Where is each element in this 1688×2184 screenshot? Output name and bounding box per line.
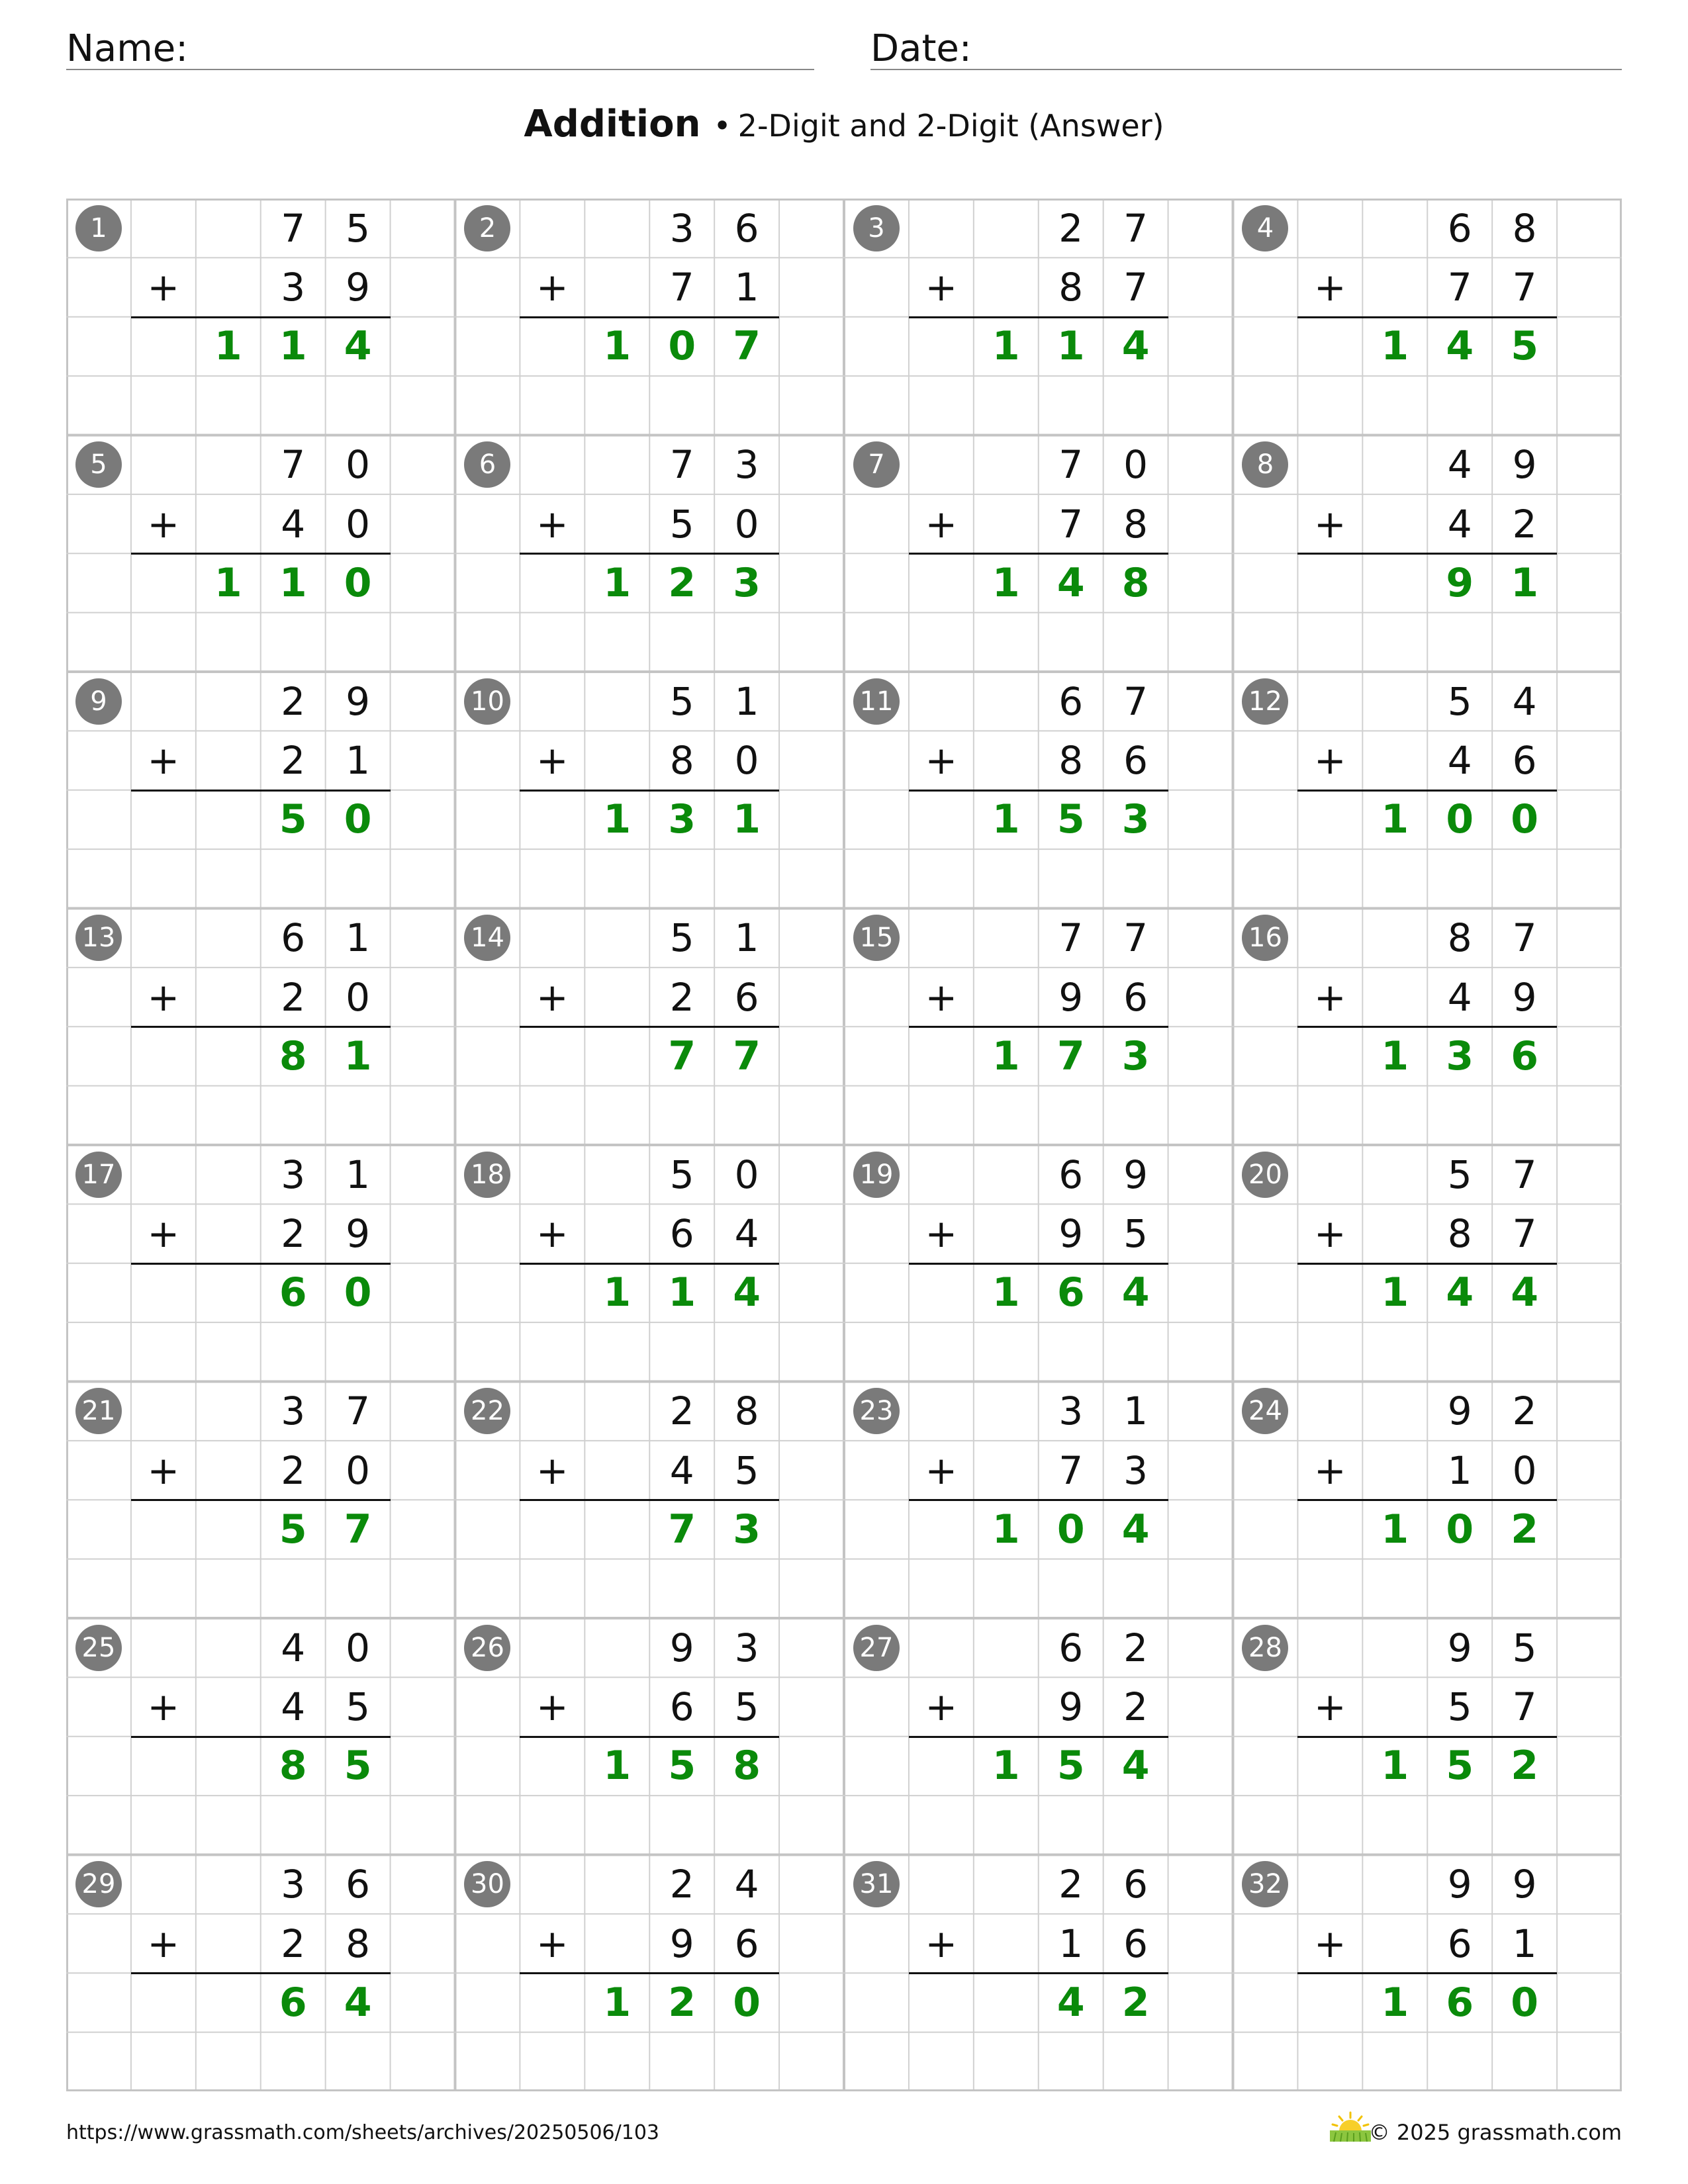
addend-top-digit: 8 xyxy=(734,1388,759,1434)
addend-top-digit: 9 xyxy=(1447,1388,1472,1434)
addend-top-digit: 6 xyxy=(734,205,759,251)
problem-number-badge: 32 xyxy=(1242,1861,1288,1907)
answer-digit: 1 xyxy=(733,796,761,843)
problem-number-badge: 7 xyxy=(853,441,900,488)
addend-top-digit: 0 xyxy=(346,442,371,488)
plus-sign: + xyxy=(925,501,958,547)
answer-digit: 0 xyxy=(1446,796,1474,843)
answer-digit: 4 xyxy=(1121,1269,1150,1316)
date-line xyxy=(870,69,1622,70)
addend-top-digit: 1 xyxy=(734,678,759,724)
footer-copyright: © 2025 grassmath.com xyxy=(1368,2120,1622,2145)
answer-digit: 1 xyxy=(603,559,632,606)
addend-bottom-digit: 0 xyxy=(346,974,371,1020)
addend-bottom-digit: 1 xyxy=(734,265,759,310)
answer-digit: 0 xyxy=(344,1269,372,1316)
addend-top-digit: 7 xyxy=(1123,205,1149,251)
addend-bottom-digit: 1 xyxy=(346,738,371,784)
addend-top-digit: 2 xyxy=(1123,1625,1149,1670)
addend-bottom-digit: 2 xyxy=(281,738,306,784)
addend-bottom-digit: 8 xyxy=(669,738,694,784)
answer-digit: 0 xyxy=(1056,1506,1085,1553)
answer-digit: 4 xyxy=(1121,323,1150,370)
addend-top-digit: 7 xyxy=(1123,915,1149,961)
addend-bottom-digit: 9 xyxy=(1058,1211,1084,1257)
answer-digit: 1 xyxy=(603,796,632,843)
addend-bottom-digit: 2 xyxy=(669,974,694,1020)
addend-bottom-digit: 0 xyxy=(1512,1447,1537,1493)
addend-top-digit: 7 xyxy=(1512,915,1537,961)
plus-sign: + xyxy=(1314,265,1346,310)
problem-number-badge: 23 xyxy=(853,1388,900,1434)
addend-bottom-digit: 0 xyxy=(346,1447,371,1493)
answer-digit: 7 xyxy=(668,1506,696,1553)
addend-top-digit: 9 xyxy=(1512,1862,1537,1907)
problem-number-badge: 24 xyxy=(1242,1388,1288,1434)
answer-digit: 1 xyxy=(992,1743,1020,1790)
addend-bottom-digit: 2 xyxy=(281,1921,306,1966)
answer-digit: 1 xyxy=(1381,796,1409,843)
plus-sign: + xyxy=(536,738,569,784)
addend-bottom-digit: 8 xyxy=(1058,265,1084,310)
addend-top-digit: 3 xyxy=(1058,1388,1084,1434)
addend-bottom-digit: 9 xyxy=(1058,1684,1084,1730)
plus-sign: + xyxy=(536,1684,569,1730)
addend-top-digit: 3 xyxy=(281,1862,306,1907)
answer-digit: 1 xyxy=(992,1269,1020,1316)
addend-bottom-digit: 8 xyxy=(1447,1211,1472,1257)
plus-sign: + xyxy=(1314,1211,1346,1257)
answer-digit: 2 xyxy=(1121,1979,1150,2026)
addend-top-digit: 4 xyxy=(734,1862,759,1907)
answer-digit: 1 xyxy=(603,1979,632,2026)
problem-number-badge: 20 xyxy=(1242,1152,1288,1198)
answer-digit: 7 xyxy=(668,1032,696,1079)
answer-digit: 4 xyxy=(344,1979,372,2026)
plus-sign: + xyxy=(536,265,569,310)
addend-bottom-digit: 3 xyxy=(1123,1447,1149,1493)
answer-digit: 3 xyxy=(733,559,761,606)
addend-top-digit: 0 xyxy=(346,1625,371,1670)
problem-number-badge: 28 xyxy=(1242,1625,1288,1671)
answer-digit: 4 xyxy=(1511,1269,1538,1316)
problem-number-badge: 12 xyxy=(1242,678,1288,725)
addend-top-digit: 1 xyxy=(1123,1388,1149,1434)
answer-digit: 4 xyxy=(1446,1269,1474,1316)
addend-top-digit: 7 xyxy=(1512,1152,1537,1197)
addend-bottom-digit: 6 xyxy=(1123,738,1149,784)
plus-sign: + xyxy=(1314,1447,1346,1493)
problem-number-badge: 11 xyxy=(853,678,900,725)
addend-top-digit: 3 xyxy=(281,1152,306,1197)
addend-top-digit: 0 xyxy=(1123,442,1149,488)
answer-digit: 1 xyxy=(214,559,242,606)
addend-bottom-digit: 6 xyxy=(669,1211,694,1257)
addend-top-digit: 0 xyxy=(734,1152,759,1197)
addend-top-digit: 5 xyxy=(1447,678,1472,724)
answer-digit: 6 xyxy=(1056,1269,1085,1316)
plus-sign: + xyxy=(925,1921,958,1966)
addend-top-digit: 9 xyxy=(669,1625,694,1670)
answer-digit: 6 xyxy=(279,1269,307,1316)
answer-digit: 7 xyxy=(733,323,761,370)
plus-sign: + xyxy=(1314,974,1346,1020)
name-label: Name: xyxy=(66,27,189,70)
addend-bottom-digit: 4 xyxy=(281,1684,306,1730)
addend-top-digit: 1 xyxy=(734,915,759,961)
addend-bottom-digit: 5 xyxy=(734,1684,759,1730)
answer-digit: 1 xyxy=(992,559,1020,606)
addend-bottom-digit: 9 xyxy=(1058,974,1084,1020)
addend-bottom-digit: 5 xyxy=(1123,1211,1149,1257)
addend-bottom-digit: 0 xyxy=(734,501,759,547)
addend-top-digit: 5 xyxy=(1447,1152,1472,1197)
addend-top-digit: 7 xyxy=(281,205,306,251)
addend-bottom-digit: 7 xyxy=(1512,1684,1537,1730)
answer-digit: 5 xyxy=(1056,796,1085,843)
plus-sign: + xyxy=(925,265,958,310)
problem-number-badge: 29 xyxy=(75,1861,122,1907)
answer-digit: 5 xyxy=(279,796,307,843)
answer-digit: 0 xyxy=(344,559,372,606)
addend-top-digit: 4 xyxy=(281,1625,306,1670)
problem-number-badge: 15 xyxy=(853,915,900,961)
answer-digit: 6 xyxy=(279,1979,307,2026)
addend-bottom-digit: 9 xyxy=(1512,974,1537,1020)
name-line xyxy=(66,69,814,70)
addend-bottom-digit: 7 xyxy=(1512,1211,1537,1257)
answer-digit: 1 xyxy=(1381,1269,1409,1316)
plus-sign: + xyxy=(925,1684,958,1730)
addend-bottom-digit: 5 xyxy=(669,501,694,547)
plus-sign: + xyxy=(925,1211,958,1257)
addend-bottom-digit: 6 xyxy=(1447,1921,1472,1966)
addend-top-digit: 8 xyxy=(1512,205,1537,251)
plus-sign: + xyxy=(1314,501,1346,547)
answer-digit: 4 xyxy=(1121,1743,1150,1790)
addend-bottom-digit: 6 xyxy=(669,1684,694,1730)
problem-number-badge: 5 xyxy=(75,441,122,488)
addend-bottom-digit: 6 xyxy=(734,1921,759,1966)
answer-digit: 0 xyxy=(733,1979,761,2026)
answer-digit: 0 xyxy=(668,323,696,370)
addend-top-digit: 7 xyxy=(281,442,306,488)
answer-digit: 1 xyxy=(1056,323,1085,370)
problem-number-badge: 21 xyxy=(75,1388,122,1434)
addend-top-digit: 9 xyxy=(1123,1152,1149,1197)
answer-digit: 2 xyxy=(668,1979,696,2026)
addend-bottom-digit: 7 xyxy=(669,265,694,310)
answer-digit: 5 xyxy=(1511,323,1538,370)
problem-number-badge: 13 xyxy=(75,915,122,961)
footer-url: https://www.grassmath.com/sheets/archives/20250506/103 xyxy=(66,2121,660,2144)
answer-digit: 5 xyxy=(668,1743,696,1790)
answer-digit: 0 xyxy=(1446,1506,1474,1553)
addend-bottom-digit: 4 xyxy=(281,501,306,547)
addend-bottom-digit: 7 xyxy=(1447,265,1472,310)
answer-digit: 5 xyxy=(1056,1743,1085,1790)
problem-number-badge: 2 xyxy=(464,205,510,251)
problem-number-badge: 26 xyxy=(464,1625,510,1671)
plus-sign: + xyxy=(147,265,180,310)
answer-digit: 4 xyxy=(1056,559,1085,606)
plus-sign: + xyxy=(147,1447,180,1493)
page-title xyxy=(0,103,1688,146)
addend-bottom-digit: 7 xyxy=(1058,501,1084,547)
addend-top-digit: 3 xyxy=(281,1388,306,1434)
problem-number-badge: 6 xyxy=(464,441,510,488)
answer-digit: 3 xyxy=(733,1506,761,1553)
answer-digit: 8 xyxy=(733,1743,761,1790)
plus-sign: + xyxy=(536,974,569,1020)
answer-digit: 4 xyxy=(344,323,372,370)
problem-number-badge: 10 xyxy=(464,678,510,725)
addend-top-digit: 8 xyxy=(1447,915,1472,961)
addend-top-digit: 3 xyxy=(734,442,759,488)
answer-digit: 4 xyxy=(1056,1979,1085,2026)
addend-top-digit: 2 xyxy=(669,1388,694,1434)
addend-top-digit: 5 xyxy=(1512,1625,1537,1670)
addend-top-digit: 5 xyxy=(346,205,371,251)
addend-bottom-digit: 6 xyxy=(1512,738,1537,784)
plus-sign: + xyxy=(925,738,958,784)
answer-digit: 1 xyxy=(1381,1506,1409,1553)
answer-digit: 4 xyxy=(1121,1506,1150,1553)
addend-bottom-digit: 6 xyxy=(1123,1921,1149,1966)
addend-bottom-digit: 9 xyxy=(669,1921,694,1966)
addend-bottom-digit: 9 xyxy=(346,1211,371,1257)
answer-digit: 1 xyxy=(992,796,1020,843)
answer-digit: 1 xyxy=(1381,1743,1409,1790)
problem-number-badge: 25 xyxy=(75,1625,122,1671)
answer-digit: 1 xyxy=(992,1506,1020,1553)
addend-bottom-digit: 6 xyxy=(1123,974,1149,1020)
answer-digit: 5 xyxy=(279,1506,307,1553)
addend-top-digit: 9 xyxy=(1447,1862,1472,1907)
addend-top-digit: 9 xyxy=(1512,442,1537,488)
addend-top-digit: 2 xyxy=(1058,205,1084,251)
plus-sign: + xyxy=(1314,1921,1346,1966)
problem-number-badge: 30 xyxy=(464,1861,510,1907)
addend-top-digit: 2 xyxy=(1512,1388,1537,1434)
answer-digit: 9 xyxy=(1446,559,1474,606)
addend-bottom-digit: 2 xyxy=(281,1211,306,1257)
answer-digit: 4 xyxy=(1446,323,1474,370)
answer-digit: 2 xyxy=(668,559,696,606)
answer-digit: 1 xyxy=(1381,1979,1409,2026)
addend-top-digit: 7 xyxy=(1058,442,1084,488)
addend-top-digit: 7 xyxy=(1058,915,1084,961)
problem-number-badge: 14 xyxy=(464,915,510,961)
addend-top-digit: 5 xyxy=(669,1152,694,1197)
addend-top-digit: 4 xyxy=(1447,442,1472,488)
plus-sign: + xyxy=(536,501,569,547)
addend-top-digit: 6 xyxy=(1058,1152,1084,1197)
addend-top-digit: 6 xyxy=(1447,205,1472,251)
addend-top-digit: 9 xyxy=(1447,1625,1472,1670)
answer-digit: 1 xyxy=(214,323,242,370)
plus-sign: + xyxy=(536,1921,569,1966)
answer-digit: 4 xyxy=(733,1269,761,1316)
addend-top-digit: 7 xyxy=(1123,678,1149,724)
problem-number-badge: 16 xyxy=(1242,915,1288,961)
answer-digit: 5 xyxy=(344,1743,372,1790)
addend-bottom-digit: 0 xyxy=(346,501,371,547)
addend-top-digit: 1 xyxy=(346,915,371,961)
answer-digit: 1 xyxy=(992,1032,1020,1079)
addend-top-digit: 7 xyxy=(346,1388,371,1434)
addend-bottom-digit: 5 xyxy=(346,1684,371,1730)
problem-number-badge: 18 xyxy=(464,1152,510,1198)
answer-digit: 3 xyxy=(1446,1032,1474,1079)
answer-digit: 0 xyxy=(344,796,372,843)
addend-top-digit: 2 xyxy=(669,1862,694,1907)
addend-bottom-digit: 4 xyxy=(1447,738,1472,784)
problem-number-badge: 17 xyxy=(75,1152,122,1198)
answer-digit: 1 xyxy=(1381,1032,1409,1079)
worksheet-grid xyxy=(66,199,1622,2091)
addend-top-digit: 3 xyxy=(669,205,694,251)
answer-digit: 1 xyxy=(279,559,307,606)
plus-sign: + xyxy=(925,974,958,1020)
addend-bottom-digit: 4 xyxy=(734,1211,759,1257)
addend-top-digit: 3 xyxy=(734,1625,759,1670)
addend-bottom-digit: 1 xyxy=(1058,1921,1084,1966)
answer-digit: 2 xyxy=(1511,1506,1538,1553)
addend-bottom-digit: 4 xyxy=(1447,501,1472,547)
sunrise-grass-logo-icon xyxy=(1327,2111,1374,2143)
answer-digit: 5 xyxy=(1446,1743,1474,1790)
title-subtitle: 2-Digit and 2-Digit (Answer) xyxy=(737,108,1164,144)
title-separator: • xyxy=(713,108,731,144)
problem-number-badge: 9 xyxy=(75,678,122,725)
answer-digit: 1 xyxy=(603,1269,632,1316)
answer-digit: 8 xyxy=(1121,559,1150,606)
addend-bottom-digit: 4 xyxy=(669,1447,694,1493)
plus-sign: + xyxy=(147,974,180,1020)
problem-number-badge: 31 xyxy=(853,1861,900,1907)
answer-digit: 1 xyxy=(603,323,632,370)
addend-bottom-digit: 7 xyxy=(1512,265,1537,310)
problem-number-badge: 4 xyxy=(1242,205,1288,251)
addend-top-digit: 6 xyxy=(1123,1862,1149,1907)
plus-sign: + xyxy=(536,1211,569,1257)
answer-digit: 0 xyxy=(1511,1979,1538,2026)
plus-sign: + xyxy=(147,1211,180,1257)
addend-bottom-digit: 0 xyxy=(734,738,759,784)
addend-bottom-digit: 2 xyxy=(1512,501,1537,547)
addend-top-digit: 5 xyxy=(669,678,694,724)
addend-bottom-digit: 4 xyxy=(1447,974,1472,1020)
plus-sign: + xyxy=(147,1684,180,1730)
problem-number-badge: 3 xyxy=(853,205,900,251)
addend-top-digit: 6 xyxy=(1058,678,1084,724)
answer-digit: 1 xyxy=(344,1032,372,1079)
plus-sign: + xyxy=(925,1447,958,1493)
answer-digit: 3 xyxy=(1121,796,1150,843)
addend-bottom-digit: 5 xyxy=(1447,1684,1472,1730)
plus-sign: + xyxy=(147,738,180,784)
addend-top-digit: 4 xyxy=(1512,678,1537,724)
answer-digit: 7 xyxy=(344,1506,372,1553)
addend-top-digit: 9 xyxy=(346,678,371,724)
addend-bottom-digit: 5 xyxy=(734,1447,759,1493)
addend-top-digit: 7 xyxy=(669,442,694,488)
answer-digit: 8 xyxy=(279,1743,307,1790)
addend-bottom-digit: 1 xyxy=(1447,1447,1472,1493)
answer-digit: 8 xyxy=(279,1032,307,1079)
addend-bottom-digit: 8 xyxy=(1123,501,1149,547)
answer-digit: 1 xyxy=(1511,559,1538,606)
addend-bottom-digit: 3 xyxy=(281,265,306,310)
answer-digit: 1 xyxy=(668,1269,696,1316)
answer-digit: 0 xyxy=(1511,796,1538,843)
plus-sign: + xyxy=(536,1447,569,1493)
plus-sign: + xyxy=(147,1921,180,1966)
addend-bottom-digit: 7 xyxy=(1123,265,1149,310)
addend-top-digit: 2 xyxy=(1058,1862,1084,1907)
addend-top-digit: 6 xyxy=(346,1862,371,1907)
addend-bottom-digit: 6 xyxy=(734,974,759,1020)
problem-number-badge: 8 xyxy=(1242,441,1288,488)
answer-digit: 3 xyxy=(668,796,696,843)
addend-bottom-digit: 8 xyxy=(1058,738,1084,784)
addend-bottom-digit: 7 xyxy=(1058,1447,1084,1493)
addend-bottom-digit: 8 xyxy=(346,1921,371,1966)
addend-top-digit: 2 xyxy=(281,678,306,724)
answer-digit: 3 xyxy=(1121,1032,1150,1079)
plus-sign: + xyxy=(1314,1684,1346,1730)
answer-digit: 1 xyxy=(279,323,307,370)
addend-bottom-digit: 2 xyxy=(1123,1684,1149,1730)
problem-number-badge: 27 xyxy=(853,1625,900,1671)
addend-bottom-digit: 1 xyxy=(1512,1921,1537,1966)
addend-top-digit: 5 xyxy=(669,915,694,961)
answer-digit: 6 xyxy=(1446,1979,1474,2026)
problem-number-badge: 19 xyxy=(853,1152,900,1198)
addend-bottom-digit: 2 xyxy=(281,1447,306,1493)
answer-digit: 6 xyxy=(1511,1032,1538,1079)
plus-sign: + xyxy=(1314,738,1346,784)
addend-top-digit: 1 xyxy=(346,1152,371,1197)
addend-bottom-digit: 9 xyxy=(346,265,371,310)
answer-digit: 1 xyxy=(603,1743,632,1790)
addend-top-digit: 6 xyxy=(1058,1625,1084,1670)
answer-digit: 7 xyxy=(1056,1032,1085,1079)
title-main: Addition xyxy=(524,103,701,146)
answer-digit: 1 xyxy=(1381,323,1409,370)
problem-number-badge: 22 xyxy=(464,1388,510,1434)
answer-digit: 2 xyxy=(1511,1743,1538,1790)
addend-bottom-digit: 2 xyxy=(281,974,306,1020)
problem-number-badge: 1 xyxy=(75,205,122,251)
answer-digit: 7 xyxy=(733,1032,761,1079)
answer-digit: 1 xyxy=(992,323,1020,370)
addend-top-digit: 6 xyxy=(281,915,306,961)
plus-sign: + xyxy=(147,501,180,547)
date-label: Date: xyxy=(870,27,972,70)
